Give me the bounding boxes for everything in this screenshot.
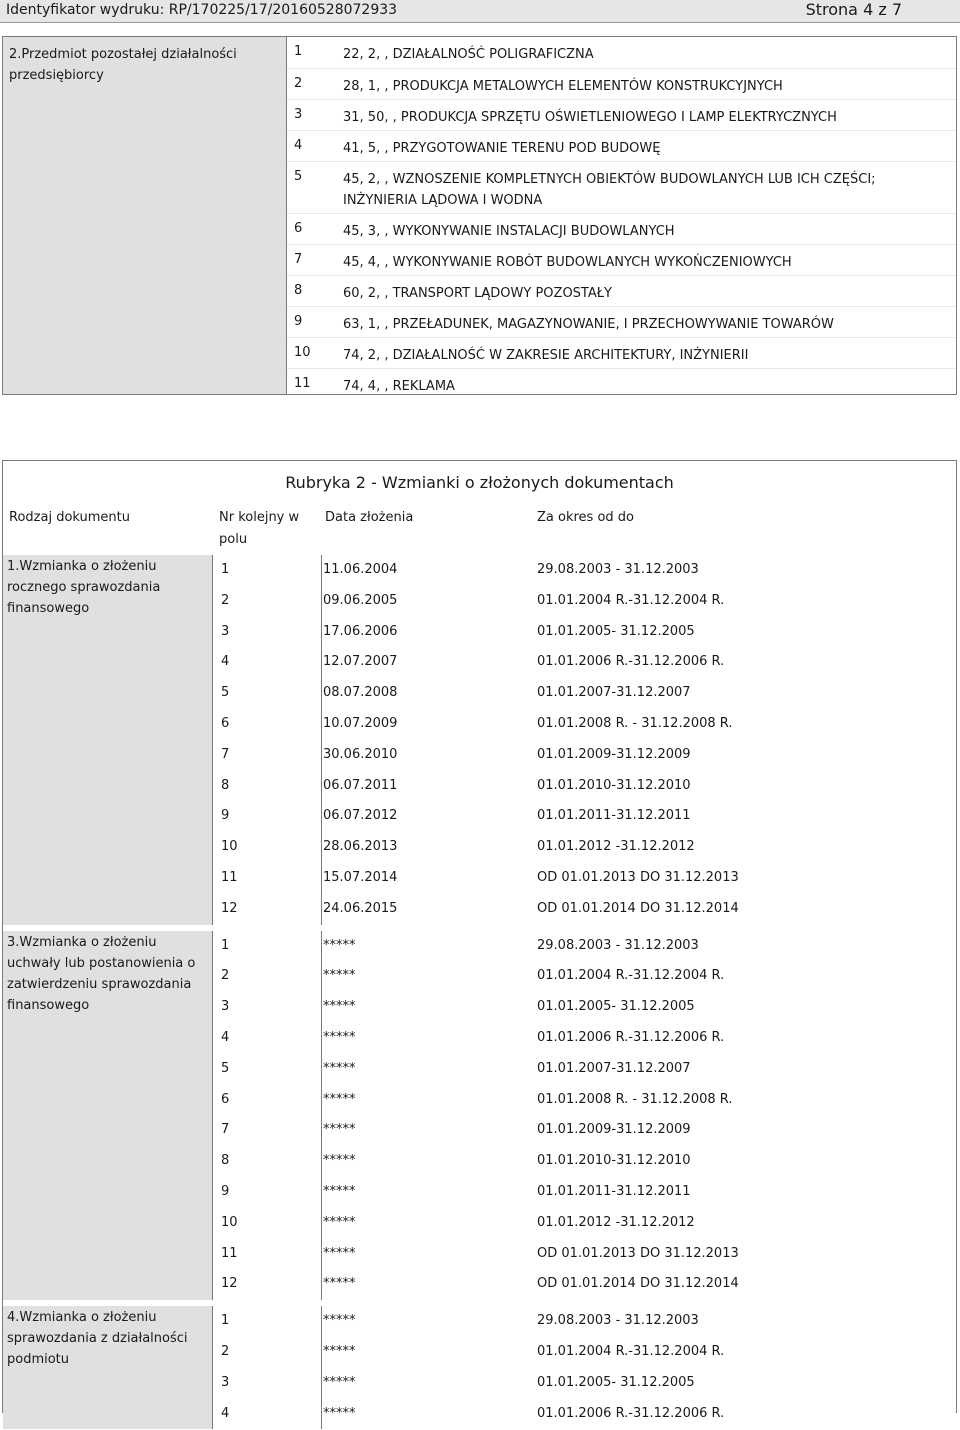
table-row xyxy=(213,992,956,1023)
activity-text: 22, 2, , DZIAŁALNOŚĆ POLIGRAFICZNA xyxy=(343,47,594,62)
activity-number: 10 xyxy=(294,345,311,360)
activity-row xyxy=(287,337,956,369)
table-row xyxy=(213,961,956,992)
submission-date: 11.06.2004 xyxy=(323,562,398,577)
table-row xyxy=(213,709,956,740)
document-type-label: 1.Wzmianka o złożeniu rocznego sprawozdania finansowego xyxy=(7,559,161,616)
submission-date: ***** xyxy=(323,937,356,953)
reporting-period: OD 01.01.2014 DO 31.12.2014 xyxy=(537,900,739,916)
row-number: 6 xyxy=(221,716,230,731)
documents-title: Rubryka 2 - Wzmianki o złożonych dokumentach xyxy=(285,473,674,492)
activity-text: 28, 1, , PRODUKCJA METALOWYCH ELEMENTÓW KONSTRUKCYJNYCH xyxy=(343,79,783,94)
table-row xyxy=(213,801,956,832)
col-header-period: Za okres od do xyxy=(537,510,634,525)
col-header-date: Data złożenia xyxy=(325,510,414,525)
reporting-period: 01.01.2004 R.-31.12.2004 R. xyxy=(537,968,725,984)
activity-number: 5 xyxy=(294,169,303,184)
activity-number: 9 xyxy=(294,314,303,329)
submission-date: 10.07.2009 xyxy=(323,716,398,731)
activity-text: 74, 2, , DZIAŁALNOŚĆ W ZAKRESIE ARCHITEKTURY, INŻYNIERII xyxy=(343,348,749,363)
table-row xyxy=(213,1085,956,1116)
activity-row xyxy=(287,130,956,162)
submission-date: 28.06.2013 xyxy=(323,839,398,855)
submission-date: ***** xyxy=(323,1313,356,1329)
submission-date: ***** xyxy=(323,1245,356,1261)
row-number: 10 xyxy=(221,1214,238,1230)
reporting-period: 01.01.2009-31.12.2009 xyxy=(537,746,691,762)
document-group xyxy=(3,931,956,1301)
activity-number: 6 xyxy=(294,221,303,236)
activities-list xyxy=(287,37,956,394)
submission-date: 24.06.2015 xyxy=(323,900,398,916)
row-number: 5 xyxy=(221,685,230,701)
table-row xyxy=(213,894,956,925)
reporting-period: 01.01.2006 R.-31.12.2006 R. xyxy=(537,654,725,670)
submission-date: ***** xyxy=(323,1122,356,1138)
document-group xyxy=(3,555,956,925)
submission-date: 06.07.2012 xyxy=(323,808,398,824)
activity-row xyxy=(287,306,956,338)
activity-row xyxy=(287,368,956,400)
reporting-period: 01.01.2012 -31.12.2012 xyxy=(537,1214,695,1230)
submission-date: ***** xyxy=(323,1405,356,1421)
row-number: 8 xyxy=(221,777,230,793)
reporting-period: 01.01.2004 R.-31.12.2004 R. xyxy=(537,592,725,608)
documents-section xyxy=(2,460,957,1421)
row-number: 3 xyxy=(221,999,230,1015)
activity-row xyxy=(287,213,956,245)
document-type-cell xyxy=(3,555,213,925)
table-row xyxy=(213,1269,956,1300)
reporting-period: 01.01.2004 R.-31.12.2004 R. xyxy=(537,1343,725,1359)
submission-date: ***** xyxy=(323,999,356,1015)
activity-text: 74, 4, , REKLAMA xyxy=(343,379,455,394)
row-number: 4 xyxy=(221,654,230,670)
table-row xyxy=(213,1115,956,1146)
reporting-period: 29.08.2003 - 31.12.2003 xyxy=(537,1313,699,1329)
table-row xyxy=(213,1208,956,1239)
submission-date: ***** xyxy=(323,1153,356,1169)
row-number: 7 xyxy=(221,746,230,762)
other-activities-section xyxy=(2,36,957,395)
table-row xyxy=(213,1023,956,1054)
row-number: 2 xyxy=(221,592,230,608)
reporting-period: OD 01.01.2014 DO 31.12.2014 xyxy=(537,1276,739,1292)
activity-row xyxy=(287,68,956,100)
table-row xyxy=(213,678,956,709)
table-row xyxy=(213,1054,956,1085)
activity-row xyxy=(287,37,956,68)
reporting-period: 01.01.2006 R.-31.12.2006 R. xyxy=(537,1405,725,1421)
col-header-number: Nr kolejny w polu xyxy=(219,510,300,547)
document-group-rows xyxy=(213,1306,956,1429)
row-number: 2 xyxy=(221,1343,230,1359)
reporting-period: OD 01.01.2013 DO 31.12.2013 xyxy=(537,870,739,885)
submission-date: ***** xyxy=(323,1276,356,1292)
activity-number: 3 xyxy=(294,107,303,122)
activity-text: 60, 2, , TRANSPORT LĄDOWY POZOSTAŁY xyxy=(343,286,612,301)
activity-row xyxy=(287,275,956,307)
row-number: 3 xyxy=(221,1374,230,1390)
row-number: 7 xyxy=(221,1122,230,1138)
reporting-period: 01.01.2005- 31.12.2005 xyxy=(537,999,695,1015)
activity-text: 31, 50, , PRODUKCJA SPRZĘTU OŚWIETLENIOWEGO I LAMP ELEKTRYCZNYCH xyxy=(343,110,837,125)
row-number: 1 xyxy=(221,1313,230,1329)
row-number: 3 xyxy=(221,623,230,639)
submission-date: 17.06.2006 xyxy=(323,623,398,639)
activity-text: 45, 4, , WYKONYWANIE ROBÓT BUDOWLANYCH WYKOŃCZENIOWYCH xyxy=(343,255,792,270)
submission-date: ***** xyxy=(323,1091,356,1107)
row-number: 1 xyxy=(221,937,230,953)
row-number: 6 xyxy=(221,1091,230,1107)
row-number: 5 xyxy=(221,1060,230,1076)
activity-number: 4 xyxy=(294,138,303,153)
reporting-period: 01.01.2007-31.12.2007 xyxy=(537,685,691,701)
document-group-rows xyxy=(213,931,956,1301)
submission-date: ***** xyxy=(323,1343,356,1359)
row-number: 1 xyxy=(221,562,230,577)
other-activities-label: 2.Przedmiot pozostałej działalności przedsiębiorcy xyxy=(9,47,237,83)
table-row xyxy=(213,1177,956,1208)
table-row xyxy=(213,1368,956,1399)
document-group-rows xyxy=(213,555,956,925)
table-row xyxy=(213,931,956,962)
table-row xyxy=(213,1399,956,1430)
table-row xyxy=(213,1337,956,1368)
submission-date: 30.06.2010 xyxy=(323,746,398,762)
activity-number: 8 xyxy=(294,283,303,298)
table-row xyxy=(213,1239,956,1270)
activity-row xyxy=(287,99,956,131)
print-header xyxy=(0,0,960,23)
reporting-period: OD 01.01.2013 DO 31.12.2013 xyxy=(537,1245,739,1261)
submission-date: 06.07.2011 xyxy=(323,777,398,793)
row-number: 12 xyxy=(221,900,238,916)
table-row xyxy=(213,863,956,894)
table-row xyxy=(213,1306,956,1337)
document-type-cell xyxy=(3,931,213,1301)
activity-row xyxy=(287,244,956,276)
submission-date: 15.07.2014 xyxy=(323,870,398,885)
row-number: 9 xyxy=(221,808,230,824)
reporting-period: 29.08.2003 - 31.12.2003 xyxy=(537,562,699,577)
row-number: 4 xyxy=(221,1029,230,1045)
submission-date: ***** xyxy=(323,1214,356,1230)
reporting-period: 01.01.2005- 31.12.2005 xyxy=(537,1374,695,1390)
reporting-period: 01.01.2007-31.12.2007 xyxy=(537,1060,691,1076)
table-row xyxy=(213,555,956,586)
document-type-cell xyxy=(3,1306,213,1429)
row-number: 2 xyxy=(221,968,230,984)
reporting-period: 01.01.2010-31.12.2010 xyxy=(537,1153,691,1169)
activity-number: 1 xyxy=(294,44,303,59)
reporting-period: 01.01.2006 R.-31.12.2006 R. xyxy=(537,1029,725,1045)
row-number: 10 xyxy=(221,839,238,855)
row-number: 11 xyxy=(221,870,238,885)
other-activities-label-cell xyxy=(3,37,287,394)
table-row xyxy=(213,586,956,617)
submission-date: ***** xyxy=(323,1060,356,1076)
reporting-period: 01.01.2011-31.12.2011 xyxy=(537,1183,691,1199)
row-number: 9 xyxy=(221,1183,230,1199)
print-identifier: Identyfikator wydruku: RP/170225/17/20160528072933 xyxy=(6,2,398,18)
activity-text: 45, 3, , WYKONYWANIE INSTALACJI BUDOWLANYCH xyxy=(343,224,675,239)
reporting-period: 01.01.2009-31.12.2009 xyxy=(537,1122,691,1138)
col-header-type: Rodzaj dokumentu xyxy=(9,510,130,525)
reporting-period: 01.01.2005- 31.12.2005 xyxy=(537,623,695,639)
page-number: Strona 4 z 7 xyxy=(805,0,902,19)
submission-date: 08.07.2008 xyxy=(323,685,398,701)
reporting-period: 29.08.2003 - 31.12.2003 xyxy=(537,937,699,953)
table-row xyxy=(213,771,956,802)
reporting-period: 01.01.2008 R. - 31.12.2008 R. xyxy=(537,716,733,731)
submission-date: ***** xyxy=(323,968,356,984)
activity-number: 11 xyxy=(294,376,311,391)
activity-number: 2 xyxy=(294,76,303,91)
table-row xyxy=(213,740,956,771)
reporting-period: 01.01.2010-31.12.2010 xyxy=(537,777,691,793)
submission-date: ***** xyxy=(323,1029,356,1045)
submission-date: ***** xyxy=(323,1374,356,1390)
document-type-label: 3.Wzmianka o złożeniu uchwały lub postanowienia o zatwierdzeniu sprawozdania finansowego xyxy=(7,934,196,1013)
reporting-period: 01.01.2011-31.12.2011 xyxy=(537,808,691,824)
activity-number: 7 xyxy=(294,252,303,267)
reporting-period: 01.01.2012 -31.12.2012 xyxy=(537,839,695,855)
submission-date: 12.07.2007 xyxy=(323,654,398,670)
table-row xyxy=(213,1146,956,1177)
activity-text: 45, 2, , WZNOSZENIE KOMPLETNYCH OBIEKTÓW BUDOWLANYCH LUB ICH CZĘŚCI; INŻYNIERIA LĄDOWA I WODNA xyxy=(343,172,876,208)
table-row xyxy=(213,617,956,648)
activity-row xyxy=(287,161,956,214)
activity-text: 63, 1, , PRZEŁADUNEK, MAGAZYNOWANIE, I PRZECHOWYWANIE TOWARÓW xyxy=(343,317,834,332)
document-group xyxy=(3,1306,956,1429)
table-row xyxy=(213,647,956,678)
row-number: 8 xyxy=(221,1153,230,1169)
reporting-period: 01.01.2008 R. - 31.12.2008 R. xyxy=(537,1091,733,1107)
activity-text: 41, 5, , PRZYGOTOWANIE TERENU POD BUDOWĘ xyxy=(343,141,661,156)
submission-date: ***** xyxy=(323,1183,356,1199)
row-number: 11 xyxy=(221,1245,238,1261)
row-number: 12 xyxy=(221,1276,238,1292)
table-row xyxy=(213,832,956,863)
submission-date: 09.06.2005 xyxy=(323,592,398,608)
row-number: 4 xyxy=(221,1405,230,1421)
document-type-label: 4.Wzmianka o złożeniu sprawozdania z działalności podmiotu xyxy=(7,1310,188,1368)
